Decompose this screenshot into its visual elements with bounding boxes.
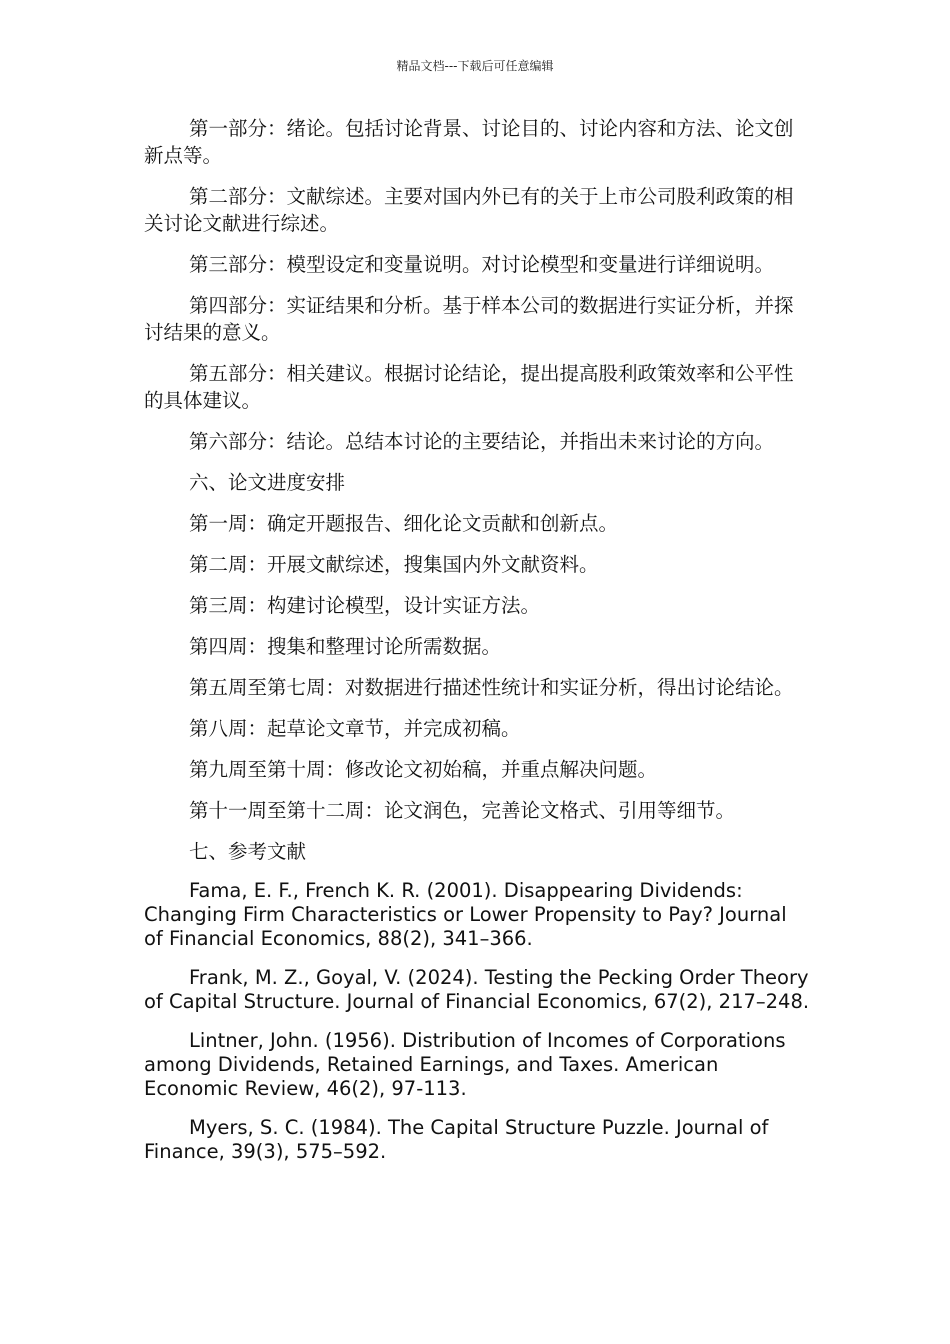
reference-item: Fama, E. F., French K. R. (2001). Disappearing Dividends: Changing Firm Characteristics or Lower Propensity to Pay? Journal of Financial Economics, 88(2), 341–366. — [144, 879, 787, 950]
paragraph-part-4: 第四部分：实证结果和分析。基于样本公司的数据进行实证分析，并探讨结果的意义。 — [144, 294, 794, 344]
schedule-week-8: 第八周：起草论文章节，并完成初稿。 — [189, 717, 521, 740]
schedule-week-3: 第三周：构建讨论模型，设计实证方法。 — [189, 594, 541, 617]
page-header: 精品文档---下载后可任意编辑 — [396, 59, 554, 73]
document-body — [144, 115, 810, 1179]
schedule-week-2: 第二周：开展文献综述，搜集国内外文献资料。 — [189, 553, 599, 576]
paragraph-part-2: 第二部分：文献综述。主要对国内外已有的关于上市公司股利政策的相关讨论文献进行综述。 — [144, 185, 794, 235]
reference-item: Myers, S. C. (1984). The Capital Structure Puzzle. Journal of Finance, 39(3), 575–592. — [144, 1116, 769, 1163]
section-heading-schedule: 六、论文进度安排 — [189, 471, 346, 494]
paragraph-part-1: 第一部分：绪论。包括讨论背景、讨论目的、讨论内容和方法、论文创新点等。 — [144, 117, 794, 167]
section-heading-references: 七、参考文献 — [189, 840, 307, 863]
schedule-week-11-12: 第十一周至第十二周：论文润色，完善论文格式、引用等细节。 — [189, 799, 736, 822]
paragraph-part-5: 第五部分：相关建议。根据讨论结论，提出提高股利政策效率和公平性的具体建议。 — [144, 362, 794, 412]
paragraph-part-3: 第三部分：模型设定和变量说明。对讨论模型和变量进行详细说明。 — [189, 253, 775, 276]
schedule-week-5-7: 第五周至第七周：对数据进行描述性统计和实证分析，得出讨论结论。 — [189, 676, 794, 699]
schedule-week-1: 第一周：确定开题报告、细化论文贡献和创新点。 — [189, 512, 619, 535]
schedule-week-4: 第四周：搜集和整理讨论所需数据。 — [189, 635, 502, 658]
paragraph-part-6: 第六部分：结论。总结本讨论的主要结论，并指出未来讨论的方向。 — [189, 430, 775, 453]
reference-item: Lintner, John. (1956). Distribution of Incomes of Corporations among Dividends, Retained Earnings, and Taxes. American Economic Review, 46(2), 97-113. — [144, 1029, 786, 1100]
schedule-week-9-10: 第九周至第十周：修改论文初始稿，并重点解决问题。 — [189, 758, 658, 781]
reference-item: Frank, M. Z., Goyal, V. (2024). Testing the Pecking Order Theory of Capital Structure. Journal of Financial Economics, 67(2), 217–248. — [144, 966, 810, 1013]
